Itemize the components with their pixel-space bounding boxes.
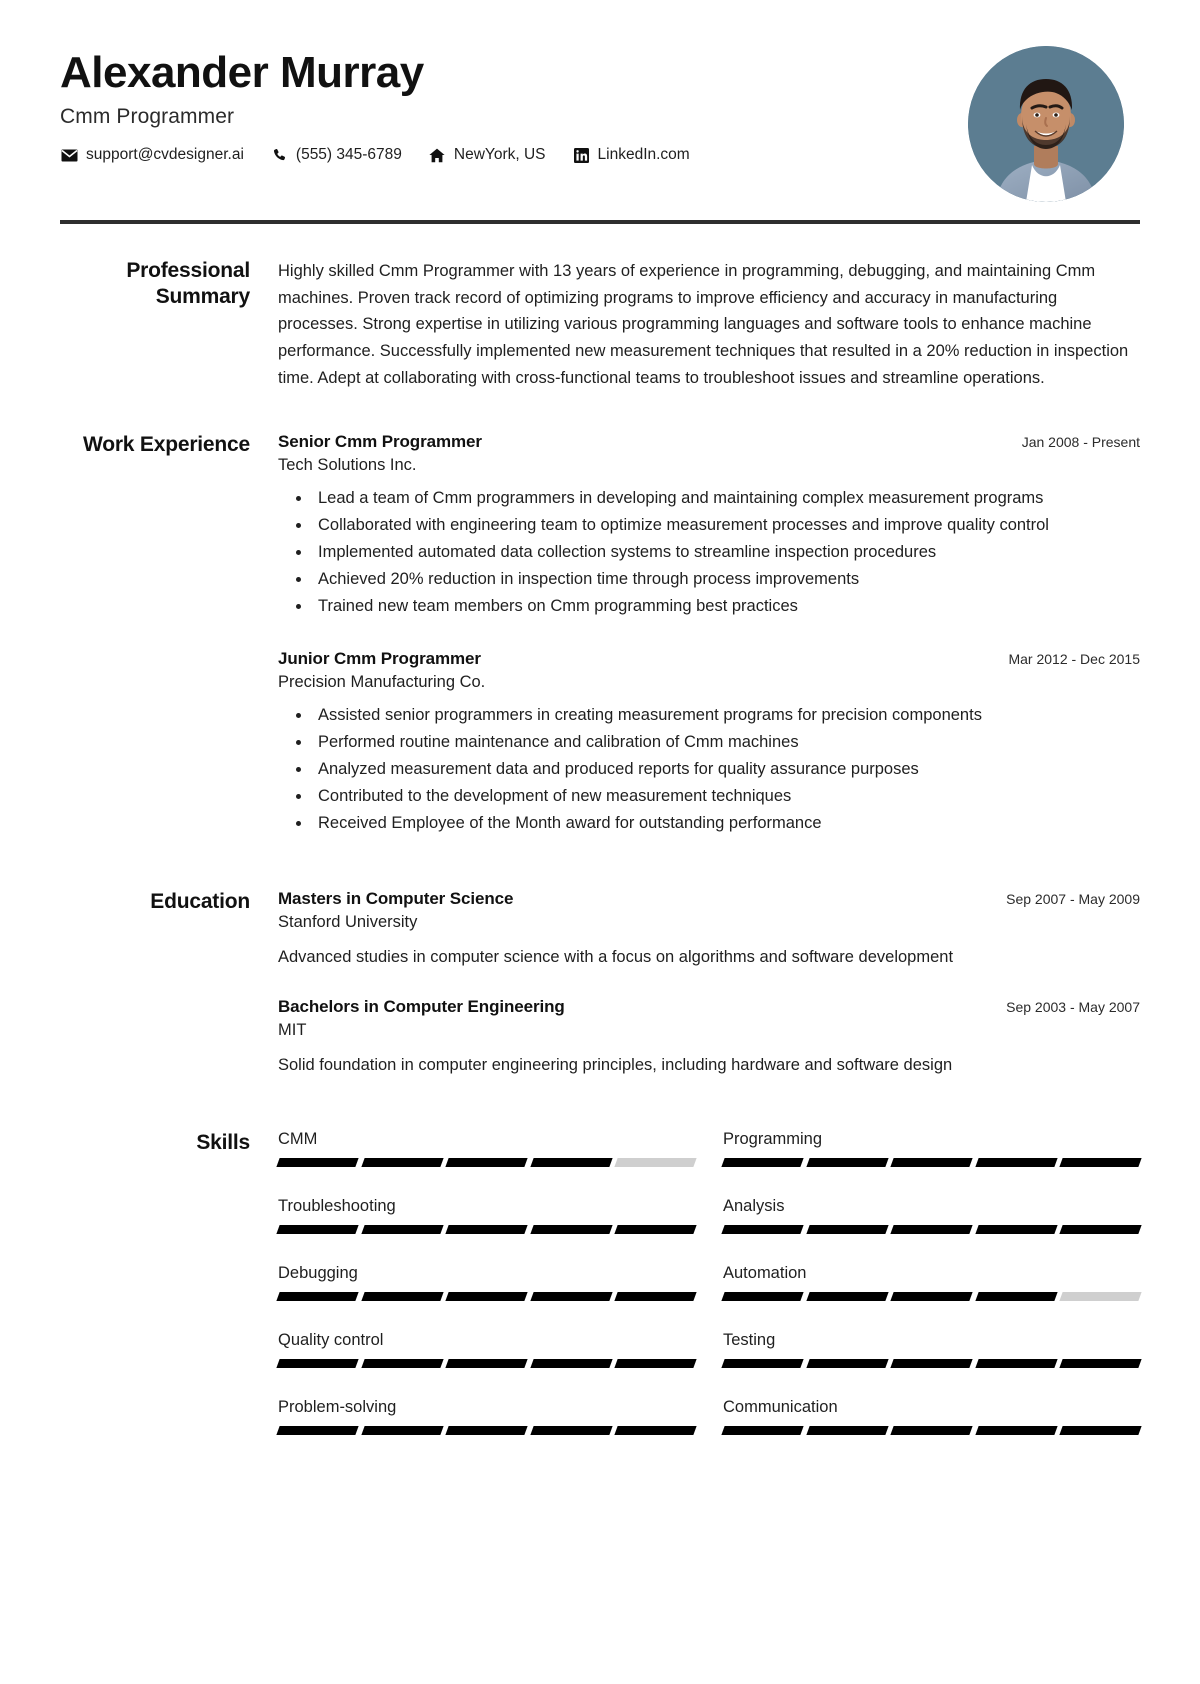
skill-segment bbox=[446, 1426, 528, 1435]
work-entry-date: Mar 2012 - Dec 2015 bbox=[1008, 650, 1140, 667]
skill-item bbox=[723, 1197, 1140, 1234]
education-entry-date: Sep 2003 - May 2007 bbox=[1006, 998, 1140, 1015]
skill-segment bbox=[721, 1158, 803, 1167]
skill-segment bbox=[806, 1225, 888, 1234]
work-entry-title: Senior Cmm Programmer bbox=[278, 431, 482, 451]
skill-segment bbox=[975, 1292, 1057, 1301]
skill-segment bbox=[806, 1426, 888, 1435]
skill-name: Programming bbox=[723, 1130, 823, 1148]
list-item: • Received Employee of the Month award for outstanding performance bbox=[312, 810, 1140, 836]
skill-name: Quality control bbox=[278, 1331, 384, 1349]
work-body bbox=[278, 432, 1140, 838]
skill-name: Debugging bbox=[278, 1264, 358, 1282]
skill-level-bar bbox=[278, 1225, 695, 1234]
work-entry-title: Junior Cmm Programmer bbox=[278, 648, 481, 668]
work-entry bbox=[278, 432, 1140, 619]
linkedin-icon bbox=[572, 147, 591, 163]
skill-segment bbox=[276, 1292, 358, 1301]
list-item: • Collaborated with engineering team to optimize measurement processes and improve quality control bbox=[312, 512, 1140, 538]
skill-segment bbox=[361, 1158, 443, 1167]
skill-segment bbox=[361, 1225, 443, 1234]
email-icon bbox=[60, 147, 79, 163]
education-entry-date: Sep 2007 - May 2009 bbox=[1006, 891, 1140, 908]
skill-segment bbox=[721, 1359, 803, 1368]
skill-segment bbox=[806, 1359, 888, 1368]
home-icon bbox=[428, 147, 447, 163]
work-entry-bullets bbox=[278, 702, 1140, 836]
skill-item bbox=[278, 1264, 695, 1301]
skill-segment bbox=[446, 1292, 528, 1301]
education-entry-title: Masters in Computer Science bbox=[278, 889, 514, 909]
skill-segment bbox=[891, 1292, 973, 1301]
section-label-work: Work Experience bbox=[82, 432, 250, 456]
list-item: • Performed routine maintenance and calibration of Cmm machines bbox=[312, 729, 1140, 755]
resume-header bbox=[0, 0, 1200, 202]
skill-segment bbox=[891, 1359, 973, 1368]
skill-item bbox=[278, 1398, 695, 1435]
skill-segment bbox=[361, 1292, 443, 1301]
list-item: • Trained new team members on Cmm programming best practices bbox=[312, 593, 1140, 619]
skill-level-bar bbox=[278, 1292, 695, 1301]
skill-item bbox=[723, 1331, 1140, 1368]
contact-email-text: support@cvdesigner.ai bbox=[86, 146, 244, 164]
skill-name: Communication bbox=[723, 1398, 838, 1416]
work-entry bbox=[278, 649, 1140, 836]
skill-segment bbox=[615, 1225, 697, 1234]
skills-body bbox=[278, 1130, 1140, 1465]
list-item: • Assisted senior programmers in creating measurement programs for precision components bbox=[312, 702, 1140, 728]
header-divider bbox=[60, 220, 1140, 224]
skill-segment bbox=[721, 1225, 803, 1234]
list-item: • Implemented automated data collection systems to streamline inspection procedures bbox=[312, 539, 1140, 565]
skill-segment bbox=[975, 1225, 1057, 1234]
work-entry-org: Precision Manufacturing Co. bbox=[278, 672, 486, 691]
contact-location-text: NewYork, US bbox=[453, 146, 546, 164]
skill-segment bbox=[276, 1359, 358, 1368]
skill-level-bar bbox=[723, 1426, 1140, 1435]
education-entry-org: Stanford University bbox=[278, 913, 418, 932]
skill-level-bar bbox=[278, 1158, 695, 1167]
education-entry bbox=[278, 997, 1140, 1078]
skill-segment bbox=[975, 1158, 1057, 1167]
contact-linkedin[interactable] bbox=[572, 146, 690, 164]
skill-segment bbox=[891, 1158, 973, 1167]
skill-item bbox=[278, 1331, 695, 1368]
skill-segment bbox=[615, 1426, 697, 1435]
avatar bbox=[968, 46, 1124, 202]
skill-segment bbox=[276, 1426, 358, 1435]
skill-segment bbox=[891, 1426, 973, 1435]
skill-segment bbox=[1060, 1225, 1142, 1234]
work-entry-bullets bbox=[278, 485, 1140, 619]
skill-level-bar bbox=[723, 1158, 1140, 1167]
skill-segment bbox=[1060, 1292, 1142, 1301]
skill-segment bbox=[530, 1292, 612, 1301]
skill-name: Automation bbox=[723, 1264, 807, 1282]
section-label-education: Education bbox=[150, 890, 250, 914]
job-title: Cmm Programmer bbox=[60, 105, 235, 129]
skill-segment bbox=[276, 1225, 358, 1234]
skill-level-bar bbox=[723, 1292, 1140, 1301]
skill-segment bbox=[615, 1292, 697, 1301]
list-item: • Contributed to the development of new measurement techniques bbox=[312, 783, 1140, 809]
education-entry-desc: Advanced studies in computer science with a focus on algorithms and software development bbox=[278, 948, 954, 967]
education-body bbox=[278, 889, 1140, 1078]
skill-segment bbox=[806, 1158, 888, 1167]
skill-segment bbox=[530, 1158, 612, 1167]
skill-segment bbox=[1060, 1426, 1142, 1435]
skill-level-bar bbox=[723, 1225, 1140, 1234]
skill-name: Testing bbox=[723, 1331, 776, 1349]
skill-item bbox=[723, 1398, 1140, 1435]
contact-location[interactable] bbox=[428, 146, 546, 164]
skill-level-bar bbox=[278, 1426, 695, 1435]
contact-phone[interactable] bbox=[270, 146, 402, 164]
education-entry-org: MIT bbox=[278, 1020, 307, 1039]
skill-segment bbox=[446, 1359, 528, 1368]
skill-level-bar bbox=[278, 1359, 695, 1368]
skill-item bbox=[723, 1264, 1140, 1301]
skill-segment bbox=[446, 1158, 528, 1167]
education-entry-head bbox=[278, 889, 1140, 909]
skill-item bbox=[278, 1197, 695, 1234]
work-entry-head bbox=[278, 432, 1140, 452]
skill-name: CMM bbox=[278, 1130, 318, 1148]
skill-segment bbox=[975, 1359, 1057, 1368]
skill-name: Analysis bbox=[723, 1197, 785, 1215]
summary-body bbox=[278, 258, 1140, 392]
list-item: • Analyzed measurement data and produced reports for quality assurance purposes bbox=[312, 756, 1140, 782]
work-entry-date: Jan 2008 - Present bbox=[1021, 433, 1140, 450]
contact-phone-text: (555) 345-6789 bbox=[295, 146, 402, 164]
section-professional-summary bbox=[0, 258, 1200, 392]
education-entry-title: Bachelors in Computer Engineering bbox=[278, 996, 565, 1016]
skill-segment bbox=[530, 1225, 612, 1234]
skill-segment bbox=[446, 1225, 528, 1234]
skill-segment bbox=[1060, 1359, 1142, 1368]
skill-segment bbox=[1060, 1158, 1142, 1167]
contact-email[interactable] bbox=[60, 146, 244, 164]
section-label-skills: Skills bbox=[196, 1131, 250, 1154]
work-entry-head bbox=[278, 649, 1140, 669]
skill-segment bbox=[615, 1158, 697, 1167]
list-item: • Achieved 20% reduction in inspection time through process improvements bbox=[312, 566, 1140, 592]
skill-item bbox=[723, 1130, 1140, 1167]
skill-segment bbox=[276, 1158, 358, 1167]
skills-grid bbox=[278, 1130, 1140, 1465]
education-entry bbox=[278, 889, 1140, 970]
skill-name: Troubleshooting bbox=[278, 1197, 396, 1215]
skill-segment bbox=[721, 1292, 803, 1301]
work-entry-org: Tech Solutions Inc. bbox=[278, 455, 417, 474]
summary-text: Highly skilled Cmm Programmer with 13 years of experience in programming, debugging, and maintaining Cmm machines. Proven track record of optimizing programs to improve efficiency and accuracy in manufacturing processes. Strong expertise in utilizing various programming languages and software tools to enhance machine performance. Successfully implemented new measurement techniques that resulted in a 20% reduction in inspection time. Adept at collaborating with cross-functional teams to troubleshoot issues and streamline operations. bbox=[278, 262, 1129, 387]
contact-row bbox=[60, 146, 968, 164]
skill-segment bbox=[975, 1426, 1057, 1435]
list-item: • Lead a team of Cmm programmers in developing and maintaining complex measurement programs bbox=[312, 485, 1140, 511]
header-text-block bbox=[60, 44, 968, 164]
skill-segment bbox=[361, 1359, 443, 1368]
contact-linkedin-text: LinkedIn.com bbox=[597, 146, 690, 164]
skill-segment bbox=[615, 1359, 697, 1368]
section-work-experience bbox=[0, 432, 1200, 838]
skill-name: Problem-solving bbox=[278, 1398, 397, 1416]
skill-segment bbox=[361, 1426, 443, 1435]
phone-icon bbox=[270, 147, 289, 163]
skill-segment bbox=[806, 1292, 888, 1301]
section-label-summary: Professional Summary bbox=[126, 259, 250, 309]
skill-segment bbox=[721, 1426, 803, 1435]
skill-segment bbox=[891, 1225, 973, 1234]
section-skills bbox=[0, 1130, 1200, 1465]
skill-segment bbox=[530, 1426, 612, 1435]
page-title: Alexander Murray bbox=[60, 48, 424, 97]
skill-level-bar bbox=[723, 1359, 1140, 1368]
education-entry-head bbox=[278, 997, 1140, 1017]
education-entry-desc: Solid foundation in computer engineering principles, including hardware and software design bbox=[278, 1055, 953, 1074]
skill-segment bbox=[530, 1359, 612, 1368]
section-education bbox=[0, 889, 1200, 1078]
skill-item bbox=[278, 1130, 695, 1167]
